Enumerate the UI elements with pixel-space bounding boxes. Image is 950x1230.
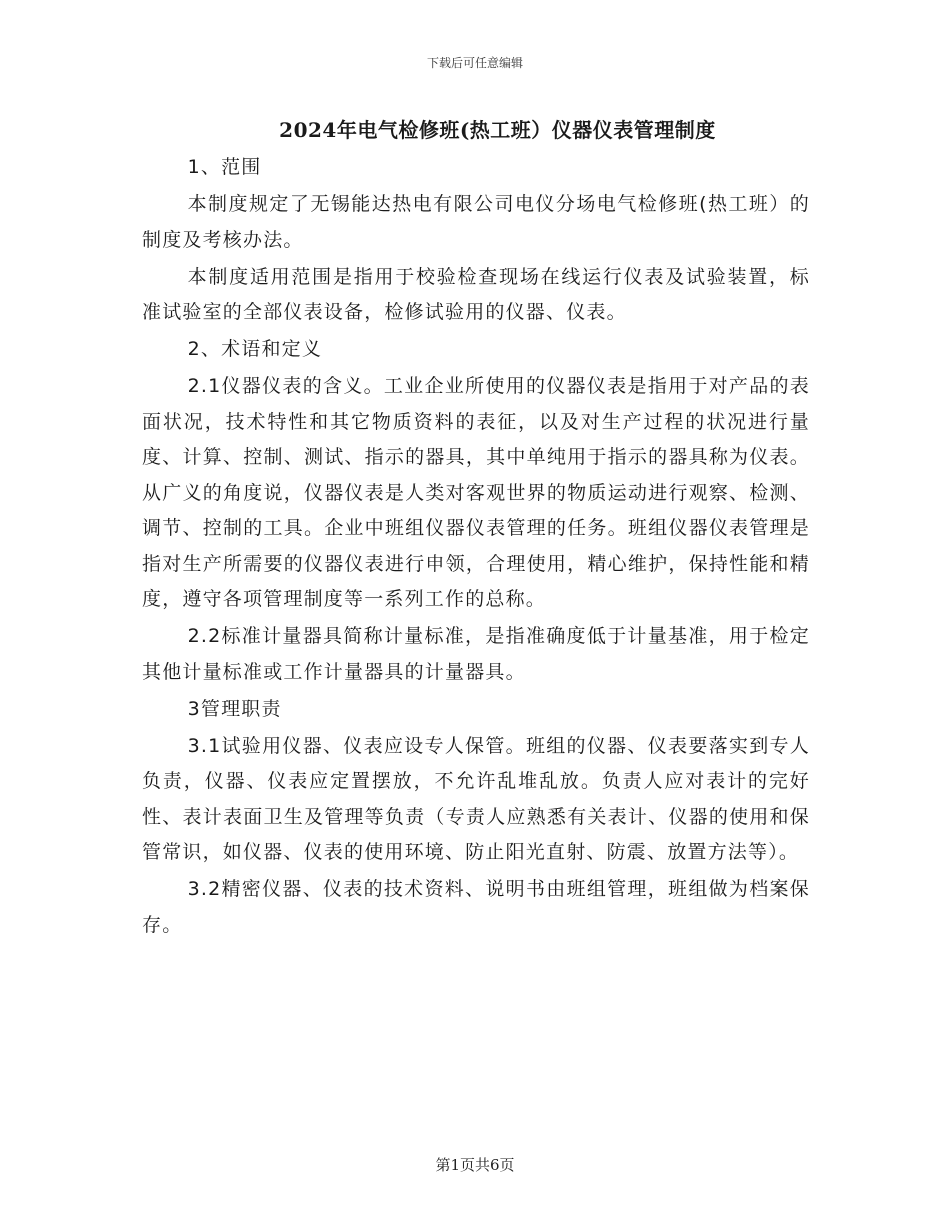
body-paragraph: 本制度规定了无锡能达热电有限公司电仪分场电气检修班(热工班）的制度及考核办法。: [142, 193, 810, 251]
page-header-note: 下载后可任意编辑: [426, 56, 523, 70]
body-paragraph: 3.2精密仪器、仪表的技术资料、说明书由班组管理，班组做为档案保存。: [142, 878, 810, 936]
section-heading-scope: 1、范围: [187, 156, 262, 178]
page-number: 第1页共6页: [435, 1156, 515, 1174]
body-paragraph: 2.1仪器仪表的含义。工业企业所使用的仪器仪表是指用于对产品的表面状况，技术特性和其它物质资料的表征，以及对生产过程的状况进行量度、计算、控制、测试、指示的器具，其中单纯用于指示的器具称为仪表。从广义的角度说，仪器仪表是人类对客观世界的物质运动进行观察、检测、调节、控制的工具。企业中班组仪器仪表管理的任务。班组仪器仪表管理是指对生产所需要的仪器仪表进行申领，合理使用，精心维护，保持性能和精度，遵守各项管理制度等一系列工作的总称。: [142, 375, 810, 610]
section-heading-duties: 3管理职责: [187, 697, 282, 720]
document-body: [142, 150, 810, 945]
document-title: 2024年电气检修班(热工班）仪器仪表管理制度: [279, 118, 716, 142]
body-paragraph: 3.1试验用仪器、仪表应设专人保管。班组的仪器、仪表要落实到专人负责，仪器、仪表应定置摆放，不允许乱堆乱放。负责人应对表计的完好性、表计表面卫生及管理等负责（专责人应熟悉有关表计、仪器的使用和保管常识，如仪器、仪表的使用环境、防止阳光直射、防震、放置方法等）。: [142, 734, 810, 863]
section-heading-terms: 2、术语和定义: [187, 338, 323, 360]
body-paragraph: 本制度适用范围是指用于校验检查现场在线运行仪表及试验装置，标准试验室的全部仪表设备，检修试验用的仪器、仪表。: [142, 265, 810, 323]
body-paragraph: 2.2标准计量器具简称计量标准，是指准确度低于计量基准，用于检定其他计量标准或工作计量器具的计量器具。: [142, 625, 810, 683]
